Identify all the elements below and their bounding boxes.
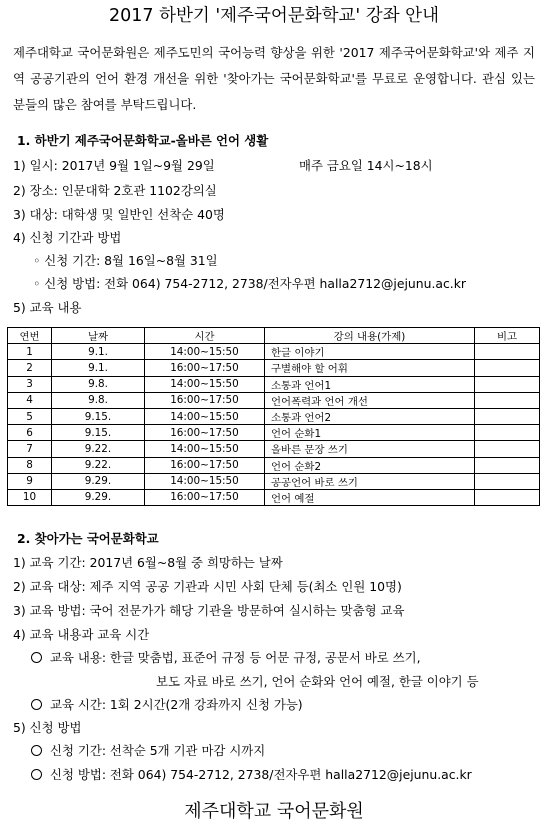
footer-organization: 제주대학교 국어문화원 bbox=[184, 801, 364, 822]
section1-apply-method: ◦ 신청 방법: 전화 064) 754-2712, 2738/전자우편 halla2712@jejunu.ac.kr bbox=[33, 276, 466, 291]
table-row bbox=[8, 473, 540, 489]
cell-topic: 언어 순화1 bbox=[265, 425, 475, 441]
cell-number: 1 bbox=[8, 344, 52, 360]
cell-time: 14:00~15:50 bbox=[145, 344, 265, 360]
cell-time: 16:00~17:50 bbox=[145, 425, 265, 441]
section1-place: 2) 장소: 인문대학 2호관 1102강의실 bbox=[13, 183, 217, 198]
cell-time: 16:00~17:50 bbox=[145, 489, 265, 505]
section1-target: 3) 대상: 대학생 및 일반인 선착순 40명 bbox=[13, 207, 225, 222]
table-header-row bbox=[8, 328, 540, 344]
section1-apply-heading: 4) 신청 기간과 방법 bbox=[13, 230, 122, 245]
cell-topic: 소통과 언어1 bbox=[265, 376, 475, 392]
table-row bbox=[8, 425, 540, 441]
column-header: 연번 bbox=[8, 328, 52, 344]
cell-date: 9.1. bbox=[52, 344, 145, 360]
cell-topic: 언어폭력과 언어 개선 bbox=[265, 392, 475, 408]
page-title: 2017 하반기 '제주국어문화학교' 강좌 안내 bbox=[109, 6, 439, 26]
section2-time-item bbox=[31, 695, 303, 713]
cell-number: 9 bbox=[8, 473, 52, 489]
schedule-table bbox=[7, 327, 540, 506]
section2-content-line2: 보도 자료 바로 쓰기, 언어 순화와 언어 예절, 한글 이야기 등 bbox=[156, 674, 479, 689]
table-row bbox=[8, 489, 540, 505]
cell-note bbox=[475, 360, 540, 376]
section2-apply-period: 신청 기간: 선착순 5개 기관 마감 시까지 bbox=[50, 743, 266, 758]
section1-heading: 1. 하반기 제주국어문화학교-올바른 언어 생활 bbox=[17, 133, 269, 148]
cell-note bbox=[475, 344, 540, 360]
cell-time: 16:00~17:50 bbox=[145, 360, 265, 376]
cell-time: 14:00~15:50 bbox=[145, 376, 265, 392]
column-header: 시간 bbox=[145, 328, 265, 344]
column-header: 강의 내용(가제) bbox=[265, 328, 475, 344]
section2-heading: 2. 찾아가는 국어문화학교 bbox=[17, 531, 159, 546]
cell-date: 9.1. bbox=[52, 360, 145, 376]
cell-note bbox=[475, 376, 540, 392]
cell-note bbox=[475, 425, 540, 441]
cell-note bbox=[475, 408, 540, 424]
cell-number: 6 bbox=[8, 425, 52, 441]
section2-time: 교육 시간: 1회 2시간(2개 강좌까지 신청 가능) bbox=[50, 697, 303, 712]
cell-note bbox=[475, 473, 540, 489]
cell-number: 10 bbox=[8, 489, 52, 505]
cell-time: 14:00~15:50 bbox=[145, 473, 265, 489]
cell-note bbox=[475, 392, 540, 408]
cell-time: 14:00~15:50 bbox=[145, 408, 265, 424]
cell-date: 9.29. bbox=[52, 489, 145, 505]
section2-period: 1) 교육 기간: 2017년 6월~8월 중 희망하는 날짜 bbox=[13, 555, 283, 570]
section2-apply-method-item bbox=[31, 765, 472, 783]
section1-content-heading: 5) 교육 내용 bbox=[13, 300, 82, 315]
circle-bullet-icon bbox=[31, 699, 42, 710]
circle-bullet-icon bbox=[31, 769, 42, 780]
cell-date: 9.8. bbox=[52, 392, 145, 408]
section1-schedule: 매주 금요일 14시~18시 bbox=[299, 158, 433, 173]
table-row bbox=[8, 408, 540, 424]
column-header: 비고 bbox=[475, 328, 540, 344]
cell-date: 9.15. bbox=[52, 425, 145, 441]
cell-date: 9.29. bbox=[52, 473, 145, 489]
cell-number: 2 bbox=[8, 360, 52, 376]
intro-paragraph: 제주대학교 국어문화원은 제주도민의 국어능력 향상을 위한 '2017 제주국어문화학교'와 제주 지역 공공기관의 언어 환경 개선을 위한 '찾아가는 국어문화학교'를 무료로 운영합니다. 관심 있는 분들의 많은 참여를 부탁드립니다. bbox=[13, 45, 535, 112]
cell-topic: 구별해야 할 어휘 bbox=[265, 360, 475, 376]
cell-topic: 올바른 문장 쓰기 bbox=[265, 441, 475, 457]
cell-number: 8 bbox=[8, 457, 52, 473]
table-row bbox=[8, 392, 540, 408]
cell-topic: 언어 순화2 bbox=[265, 457, 475, 473]
cell-time: 14:00~15:50 bbox=[145, 441, 265, 457]
cell-note bbox=[475, 457, 540, 473]
cell-time: 16:00~17:50 bbox=[145, 457, 265, 473]
cell-number: 4 bbox=[8, 392, 52, 408]
table-row bbox=[8, 457, 540, 473]
cell-note bbox=[475, 489, 540, 505]
section2-content-heading: 4) 교육 내용과 교육 시간 bbox=[13, 627, 150, 642]
cell-topic: 소통과 언어2 bbox=[265, 408, 475, 424]
column-header: 날짜 bbox=[52, 328, 145, 344]
cell-time: 16:00~17:50 bbox=[145, 392, 265, 408]
cell-date: 9.15. bbox=[52, 408, 145, 424]
table-row bbox=[8, 360, 540, 376]
cell-date: 9.8. bbox=[52, 376, 145, 392]
cell-topic: 한글 이야기 bbox=[265, 344, 475, 360]
table-row bbox=[8, 344, 540, 360]
section2-content-item bbox=[31, 648, 421, 666]
cell-topic: 언어 예절 bbox=[265, 489, 475, 505]
section1-apply-period: ◦ 신청 기간: 8월 16일~8월 31일 bbox=[33, 253, 218, 268]
cell-note bbox=[475, 441, 540, 457]
section2-content-line1: 교육 내용: 한글 맞춤법, 표준어 규정 등 어문 규정, 공문서 바로 쓰기, bbox=[50, 650, 421, 665]
circle-bullet-icon bbox=[31, 745, 42, 756]
cell-number: 3 bbox=[8, 376, 52, 392]
section2-apply-period-item bbox=[31, 741, 265, 759]
table-row bbox=[8, 441, 540, 457]
section1-date: 1) 일시: 2017년 9월 1일~9월 29일 bbox=[13, 158, 215, 173]
circle-bullet-icon bbox=[31, 652, 42, 663]
cell-number: 5 bbox=[8, 408, 52, 424]
table-row bbox=[8, 376, 540, 392]
section2-target: 2) 교육 대상: 제주 지역 공공 기관과 시민 사회 단체 등(최소 인원 10명) bbox=[13, 579, 402, 594]
cell-number: 7 bbox=[8, 441, 52, 457]
cell-date: 9.22. bbox=[52, 457, 145, 473]
section2-method: 3) 교육 방법: 국어 전문가가 해당 기관을 방문하여 실시하는 맞춤형 교육 bbox=[13, 603, 405, 618]
section2-apply-heading: 5) 신청 방법 bbox=[13, 720, 82, 735]
cell-topic: 공공언어 바로 쓰기 bbox=[265, 473, 475, 489]
section2-apply-method: 신청 방법: 전화 064) 754-2712, 2738/전자우편 halla2712@jejunu.ac.kr bbox=[50, 767, 472, 782]
cell-date: 9.22. bbox=[52, 441, 145, 457]
